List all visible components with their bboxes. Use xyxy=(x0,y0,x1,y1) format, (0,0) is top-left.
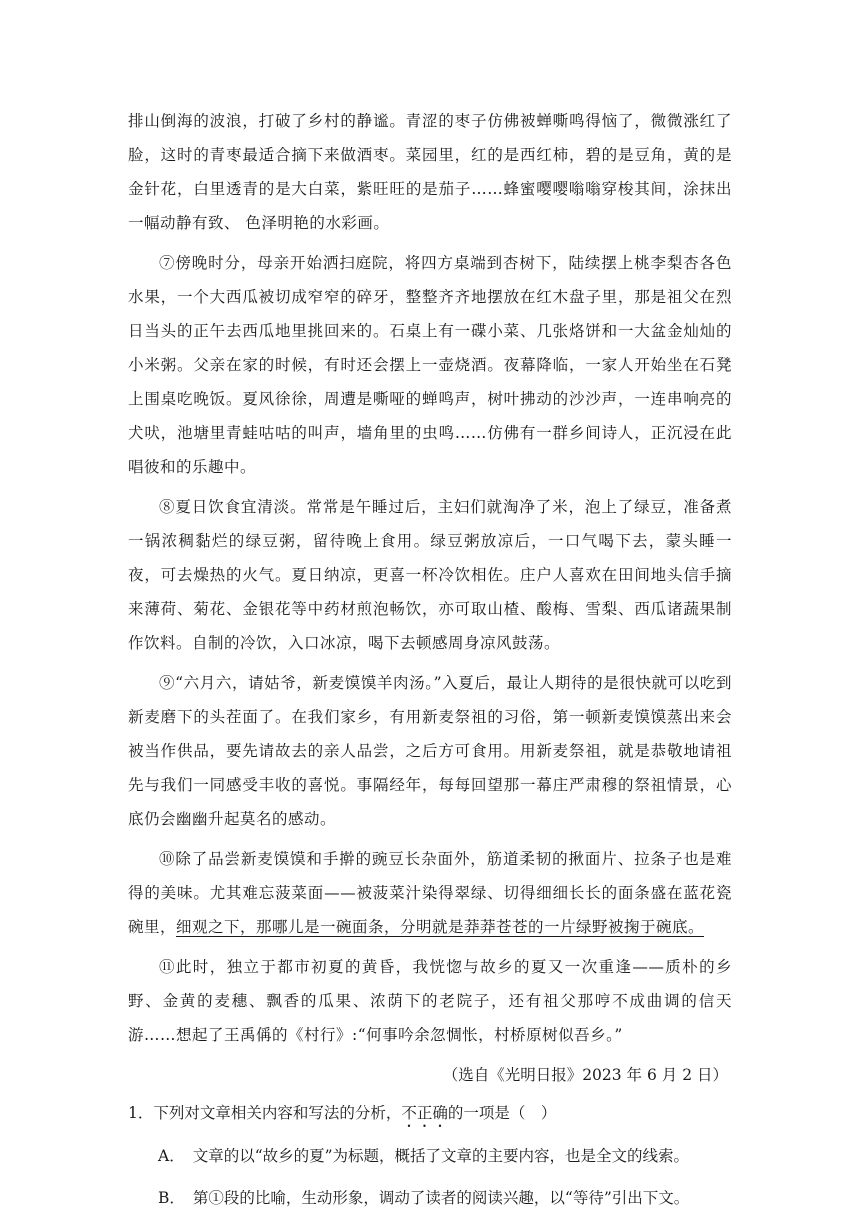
question-1-prefix: 1．下列对文章相关内容和写法的分析， xyxy=(128,1104,402,1122)
question-1-option-a xyxy=(128,1139,732,1173)
option-text: 文章的以“故乡的夏”为标题，概括了文章的主要内容，也是全文的线索。 xyxy=(192,1147,690,1165)
option-letter: A． xyxy=(158,1147,185,1165)
paragraph-8: ⑧夏日饮食宜清淡。常常是午睡过后，主妇们就淘净了米，泡上了绿豆，准备煮一锅浓稠黏烂的绿豆粥，留待晚上食用。绿豆粥放凉后，一口气喝下去，蒙头睡一夜，可去燥热的火气。夏日纳凉，更喜一杯冷饮相佐。庄户人喜欢在田间地头信手摘来薄荷、菊花、金银花等中药材煎泡畅饮，亦可取山楂、酸梅、雪梨、西瓜诸蔬果制作饮料。自制的冷饮，入口冰凉，喝下去顿感周身凉风鼓荡。 xyxy=(128,498,732,652)
paragraph-11: ⑪此时，独立于都市初夏的黄昏，我恍惚与故乡的夏又一次重逢——质朴的乡野、金黄的麦穗、飘香的瓜果、浓荫下的老院子，还有祖父那哼不成曲调的信天游……想起了王禹偁的《村行》:“何事吟余忽惆怅，村桥原树似吾乡。” xyxy=(128,958,732,1044)
paragraph-10-underlined-sentence: 细观之下，那哪儿是一碗面条，分明就是莽莽苍苍的一片绿野被掬于碗底。 xyxy=(176,918,705,936)
paragraph-6-continued: 排山倒海的波浪，打破了乡村的静谧。青涩的枣子仿佛被蝉嘶鸣得恼了，微微涨红了脸，这时的青枣最适合摘下来做酒枣。菜园里，红的是西红柿，碧的是豆角，黄的是金针花，白里透青的是大白菜，紫旺旺的是茄子……蜂蜜嘤嘤嗡嗡穿梭其间，涂抹出一幅动静有致、 色泽明艳的水彩画。 xyxy=(128,112,732,232)
question-1-option-b xyxy=(128,1181,732,1215)
paragraph-10 xyxy=(128,842,732,944)
paragraph-7: ⑦傍晚时分，母亲开始洒扫庭院，将四方桌端到杏树下，陆续摆上桃李梨杏各色水果，一个大西瓜被切成窄窄的碎牙，整整齐齐地摆放在红木盘子里，那是祖父在烈日当头的正午去西瓜地里挑回来的。石桌上有一碟小菜、几张烙饼和一大盆金灿灿的小米粥。父亲在家的时候，有时还会摆上一壶烧酒。夜幕降临，一家人开始坐在石凳上围桌吃晚饭。夏风徐徐，周遭是嘶哑的蝉鸣声，树叶拂动的沙沙声，一连串响亮的犬吠，池塘里青蛙咕咕的叫声，墙角里的虫鸣……仿佛有一群乡间诗人，正沉浸在此唱彼和的乐趣中。 xyxy=(128,254,732,476)
paragraph-9: ⑨“六月六，请姑爷，新麦馍馍羊肉汤。”入夏后，最让人期待的是很快就可以吃到新麦磨下的头茬面了。在我们家乡，有用新麦祭祖的习俗，第一顿新麦馍馍蒸出来会被当作供品，要先请故去的亲人品尝，之后方可食用。用新麦祭祖，就是恭敬地请祖先与我们一同感受丰收的喜悦。事隔经年，每每回望那一幕庄严肃穆的祭祖情景，心底仍会幽幽升起莫名的感动。 xyxy=(128,674,732,828)
paragraph-10-text: ⑩除了品尝新麦馍馍和手擀的豌豆长杂面外，筋道柔韧的揪面片、拉条子也是难得的美味。尤其难忘菠菜面——被菠菜汁染得翠绿、切得细细长长的面条盛在蓝花瓷碗里， xyxy=(128,850,732,936)
article-source: （选自《光明日报》2023 年 6 月 2 日） xyxy=(442,1066,728,1084)
option-letter: B． xyxy=(158,1189,185,1207)
option-text: 第①段的比喻，生动形象，调动了读者的阅读兴趣，以“等待”引出下文。 xyxy=(192,1189,690,1207)
question-1-stem xyxy=(128,1096,732,1131)
question-1-emphasis: 不正确 xyxy=(401,1104,448,1122)
question-1-suffix: 的一项是（ ） xyxy=(447,1104,557,1122)
